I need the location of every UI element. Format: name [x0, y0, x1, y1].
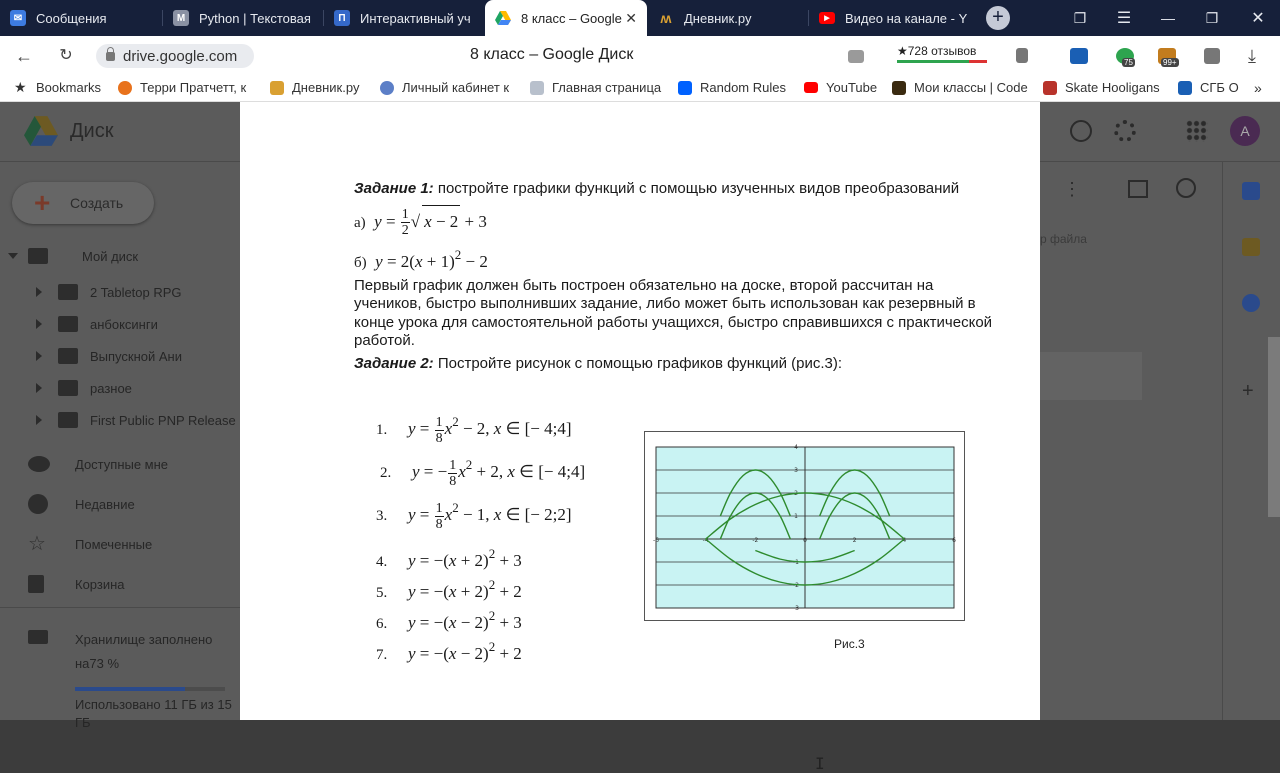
sidebar-item-label: Помеченные [75, 536, 153, 552]
bookmark-label: Личный кабинет к [402, 80, 510, 95]
dnevnik-icon [270, 81, 284, 95]
extensions-icon[interactable] [1204, 48, 1220, 64]
plus-icon: + [34, 187, 51, 218]
tab-title: 8 класс – Google [521, 10, 622, 26]
bookmark-label: Random Rules [700, 80, 786, 95]
sidebar-item-label: Недавние [75, 496, 135, 512]
tab-dnevnik[interactable] [648, 0, 808, 36]
back-icon[interactable]: ← [15, 46, 33, 66]
x-tick-label: 0 [803, 537, 807, 544]
storage-progress-bar [75, 687, 225, 691]
help-icon[interactable] [1070, 120, 1092, 142]
bookmark-item[interactable] [380, 80, 514, 95]
x-tick-label: 6 [952, 537, 956, 544]
page-icon [530, 81, 544, 95]
sidebar-divider [0, 607, 240, 608]
fraction: $\frac{1}{2}$ [401, 207, 409, 239]
tab-title: Видео на канале - Y [845, 10, 968, 26]
equation-number: 6. [376, 616, 388, 632]
trash-icon [28, 575, 44, 593]
tab-title: Python | Текстовая [199, 10, 311, 26]
bookmark-page-icon[interactable] [1016, 48, 1028, 63]
address-bar [0, 36, 1280, 76]
shared-folder-icon [58, 412, 78, 428]
youtube-icon: ▶ [819, 12, 835, 24]
bookmark-label: YouTube [826, 80, 878, 95]
chevron-right-icon [36, 287, 42, 297]
equation-number: 1. [376, 422, 388, 438]
sidebar-folder[interactable] [36, 310, 158, 338]
bookmark-item[interactable] [14, 80, 114, 95]
bookmark-item[interactable] [1043, 80, 1169, 95]
bookmark-item[interactable] [1178, 80, 1242, 95]
cart-icon[interactable] [1070, 48, 1088, 64]
equation-item: 1. y = $\frac{1}{8}$ $x^2 - 2$, x ∈ [− 4;4] [376, 414, 572, 446]
x-tick-label: -6 [653, 537, 659, 544]
x-tick-label: 4 [902, 537, 907, 544]
more-bookmarks-icon[interactable]: » [1254, 80, 1262, 96]
bookmark-label: Терри Пратчетт, к [140, 80, 247, 95]
chevron-right-icon [36, 415, 42, 425]
task1-text: постройте графики функций с помощью изученных видов преобразований [433, 180, 960, 197]
document-body [354, 180, 994, 373]
avatar[interactable]: A [1230, 116, 1260, 146]
sidebar-item-label: Доступные мне [75, 456, 169, 472]
figure-frame [644, 431, 965, 621]
dropbox-icon [678, 81, 692, 95]
sidebar-item-shared[interactable] [28, 450, 168, 478]
tab-messages[interactable] [0, 0, 162, 36]
create-label: Создать [70, 195, 124, 211]
figure-caption: Рис.3 [834, 637, 865, 651]
new-tab-button[interactable]: + [986, 6, 1010, 30]
equation-b: б) $y = 2(x + 1)^2 - 2$ [354, 246, 488, 271]
folder-label: Выпускной Ани [90, 348, 182, 364]
lock-icon [106, 52, 115, 61]
x-tick-label: -4 [702, 537, 709, 544]
storage-icon [28, 630, 48, 644]
y-tick-label: 3 [794, 467, 798, 474]
extension-badge: 75 [1124, 58, 1133, 67]
function-plot [645, 432, 963, 619]
collections-icon[interactable]: ❐ [1073, 9, 1087, 26]
folder-icon [58, 316, 78, 332]
tab-python[interactable] [163, 0, 323, 36]
orange-book-icon [118, 81, 132, 95]
equation-number: 4. [376, 554, 388, 570]
instructions-paragraph: Первый график должен быть построен обязательно на доске, второй рассчитан на учеников, быстро выполнивших задание, либо может быть использован как резервный в конце урока для самостоятельной работы учащихся, быстро справившихся с практической работой. [354, 276, 993, 349]
apps-grid-icon[interactable] [1186, 120, 1208, 142]
people-icon [28, 456, 50, 472]
calendar-icon[interactable] [1242, 182, 1260, 200]
shared-folder-icon [58, 348, 78, 364]
bookmark-label: Главная страница [552, 80, 662, 95]
sidebar-folder[interactable] [36, 342, 182, 370]
equation-number: 7. [376, 647, 388, 663]
skate-icon [1043, 81, 1057, 95]
sidebar-item-trash[interactable] [28, 570, 125, 598]
storage-title: Хранилище заполнено на73 % [75, 632, 213, 671]
document-preview [240, 102, 1040, 773]
storage-progress-fill [75, 687, 185, 691]
grid-view-icon[interactable] [1128, 180, 1148, 198]
sidebar-item-label: Мой диск [82, 248, 139, 264]
chevron-right-icon [36, 383, 42, 393]
menu-icon[interactable]: ☰ [1116, 10, 1132, 27]
item-label: б) [354, 254, 367, 271]
info-icon[interactable] [1176, 178, 1196, 198]
chevron-right-icon [36, 351, 42, 361]
download-icon[interactable]: ⤓ [1248, 46, 1256, 66]
reviews-widget[interactable] [897, 44, 987, 63]
x-tick-label: 2 [852, 537, 857, 544]
minimize-button[interactable]: — [1161, 10, 1175, 26]
comment-icon[interactable] [848, 50, 864, 63]
y-tick-label: 1 [794, 513, 798, 520]
task2-heading: Задание 2: [354, 354, 434, 372]
sidebar-item-my-drive[interactable] [10, 242, 138, 270]
tab-title: Сообщения [36, 10, 107, 26]
bookmark-label: Дневник.ру [292, 80, 360, 95]
folder-label: First Public PNP Release [90, 412, 236, 428]
file-size-header: р файла [1040, 232, 1087, 246]
task1-heading: Задание 1: [354, 180, 434, 197]
keep-icon[interactable] [1242, 238, 1260, 256]
task2-text: Постройте рисунок с помощью графиков функций (рис.3): [433, 354, 843, 372]
y-tick-label: -3 [793, 605, 799, 612]
tab-interactive-textbook[interactable] [324, 0, 484, 36]
equation-item: 3. y = $\frac{1}{8}$ $x^2 - 1$, x ∈ [− 2;2] [376, 500, 572, 532]
star-outline-icon: ☆ [28, 533, 46, 555]
add-addon-icon[interactable]: + [1242, 380, 1254, 402]
my-drive-icon [28, 248, 48, 264]
sidebar-folder[interactable] [36, 374, 132, 402]
equation-number: 5. [376, 585, 388, 601]
storage-used-text: Использовано 11 ГБ из 15 ГБ [75, 697, 232, 730]
bookmark-item[interactable] [678, 80, 790, 95]
storage-section[interactable] [28, 628, 225, 676]
equation-item: 2. y = − $\frac{1}{8}$ $x^2 + 2$, x ∈ [− 4;4] [380, 457, 586, 489]
youtube-icon [804, 82, 818, 93]
code-icon [892, 81, 906, 95]
y-tick-label: 4 [794, 444, 798, 451]
sidebar-folder[interactable] [36, 406, 236, 434]
sidebar-item-starred[interactable] [28, 530, 152, 558]
restore-button[interactable]: ❐ [1205, 9, 1219, 26]
y-tick-label: -2 [793, 582, 799, 589]
bookmark-item[interactable] [118, 80, 254, 95]
create-button[interactable] [12, 182, 154, 224]
equation-item: 6. $y = -(x - 2)^2 + 3$ [376, 608, 522, 632]
y-tick-label: 2 [794, 490, 798, 497]
reload-icon[interactable]: ↻ [59, 47, 73, 64]
task2-paragraph [354, 355, 994, 374]
sidebar-item-recent[interactable] [28, 490, 135, 518]
sidebar-item-label: Корзина [75, 576, 125, 592]
sgb-icon [1178, 81, 1192, 95]
more-options-icon[interactable]: ⋮ [1063, 179, 1081, 199]
bookmark-item[interactable] [530, 80, 666, 95]
chevron-right-icon [36, 319, 42, 329]
task1-paragraph [354, 180, 994, 199]
settings-gear-icon[interactable] [1114, 120, 1136, 142]
tasks-icon[interactable] [1242, 294, 1260, 312]
equation-number: 3. [376, 508, 388, 524]
browser-tab-bar [0, 0, 1280, 36]
tab-title: Дневник.ру [684, 10, 752, 26]
sidebar-folder[interactable] [36, 278, 182, 306]
page-title: 8 класс – Google Диск [470, 46, 634, 63]
dnevnik-icon: ʍ [660, 10, 672, 26]
reviews-rating-bar [897, 60, 987, 63]
bookmark-item[interactable] [270, 80, 370, 95]
mail-icon: M [173, 10, 189, 26]
equation-number: 2. [380, 465, 392, 481]
interactive-textbook-icon: П [334, 10, 350, 26]
bookmark-label: Мои классы | Code [914, 80, 1028, 95]
clock-icon [28, 494, 48, 514]
bookmark-label: СГБ О [1200, 80, 1239, 95]
reviews-count: ★728 отзывов [897, 44, 977, 58]
drive-app-name: Диск [70, 120, 114, 142]
google-drive-icon [495, 10, 511, 26]
selected-file-row[interactable] [1040, 352, 1142, 400]
item-label: а) [354, 214, 366, 231]
equation-item: 5. $y = -(x + 2)^2 + 2$ [376, 577, 522, 601]
side-panel-divider [1222, 162, 1223, 720]
tab-google-drive[interactable] [485, 0, 647, 36]
shared-folder-icon [58, 284, 78, 300]
google-drive-logo-icon[interactable] [24, 116, 58, 146]
bookmark-label: Bookmarks [36, 80, 102, 95]
equation-item: 4. $y = -(x + 2)^2 + 3$ [376, 546, 522, 570]
equation-a: а) y = $\frac{1}{2}$ √ x − 2 + 3 [354, 205, 994, 237]
url-field[interactable] [96, 44, 254, 68]
chevron-down-icon [8, 253, 18, 259]
equation-item: 7. $y = -(x - 2)^2 + 2$ [376, 639, 522, 663]
folder-label: разное [90, 380, 132, 396]
text-cursor-icon: I [815, 754, 825, 773]
extension-badge: 99+ [1163, 58, 1177, 67]
bookmark-item[interactable] [804, 80, 884, 95]
scrollbar[interactable] [1268, 337, 1280, 517]
messages-icon: ✉ [10, 10, 26, 26]
x-tick-label: -2 [752, 537, 759, 544]
cabinet-icon [380, 81, 394, 95]
bookmark-item[interactable] [892, 80, 1028, 95]
url-text: drive.google.com [123, 47, 238, 65]
folder-icon [58, 380, 78, 396]
tab-title: Интерактивный уч [360, 10, 471, 26]
folder-label: анбоксинги [90, 316, 158, 332]
close-window-button[interactable]: ✕ [1251, 10, 1265, 27]
folder-label: 2 Tabletop RPG [90, 284, 182, 300]
y-tick-label: -1 [793, 559, 799, 566]
bookmark-label: Skate Hooligans [1065, 80, 1160, 95]
close-tab-icon[interactable]: ✕ [625, 9, 637, 26]
star-icon: ★ [14, 78, 27, 95]
tab-youtube[interactable] [809, 0, 969, 36]
bookmarks-bar [0, 76, 1280, 102]
